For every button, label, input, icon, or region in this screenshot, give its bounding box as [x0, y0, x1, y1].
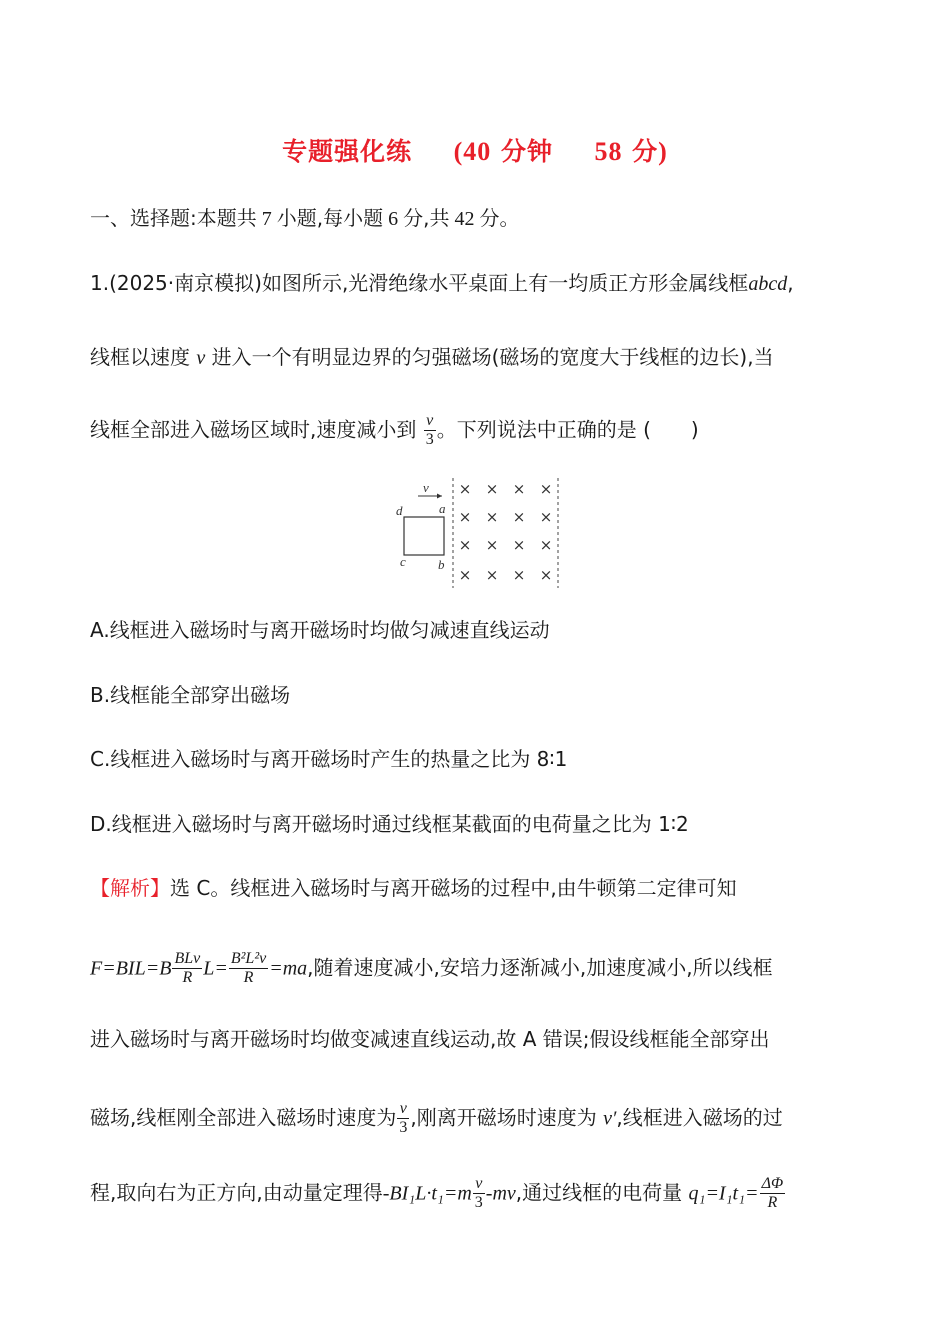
title-minutes-unit: 分钟	[500, 137, 553, 166]
title-text: 专题强化练	[282, 137, 413, 166]
label-b: b	[438, 557, 445, 572]
label-a: a	[439, 501, 446, 516]
title-score: 58	[594, 137, 623, 166]
analysis-line-4: 磁场,线框刚全部进入磁场时速度为 $\frac{v}{3}$ ,刚离开磁场时速度为 v′,线框进入磁场的过	[90, 1100, 783, 1137]
fraction-v-over-3: $\frac{v}{3}$	[425, 412, 434, 449]
field-cross: ×	[485, 480, 499, 498]
page-title	[0, 132, 950, 168]
label-d: d	[396, 503, 403, 518]
analysis-line-5: 程,取向右为正方向,由动量定理得-BI₁L·t₁=m $\frac{v}{3}$ -mv,通过线框的电荷量 q₁=I₁t₁= $\frac{\Delta\Phi}{R}$	[90, 1175, 784, 1212]
field-cross: ×	[512, 566, 526, 584]
question-line-3: 线框全部进入磁场区域时,速度减小到 $\frac{v}{3}$ 。下列说法中正确的是 ( )	[90, 412, 699, 449]
field-cross: ×	[485, 566, 499, 584]
velocity-arrowhead	[437, 494, 442, 499]
field-cross: ×	[539, 536, 553, 554]
analysis-line-3: 进入磁场时与离开磁场时均做变减速直线运动,故 A 错误;假设线框能全部穿出	[90, 1027, 770, 1051]
field-crosses	[459, 480, 553, 584]
field-cross: ×	[539, 566, 553, 584]
analysis-line-1: 【解析】选 C。线框进入磁场时与离开磁场的过程中,由牛顿第二定律可知	[90, 876, 737, 900]
field-cross: ×	[485, 508, 499, 526]
field-cross: ×	[539, 480, 553, 498]
field-cross: ×	[512, 508, 526, 526]
option-d[interactable]: D.线框进入磁场时与离开磁场时通过线框某截面的电荷量之比为 1∶2	[90, 812, 689, 836]
title-paren-close: )	[658, 137, 668, 166]
analysis-tag: 【解析】	[90, 876, 170, 900]
option-a[interactable]: A.线框进入磁场时与离开磁场时均做匀减速直线运动	[90, 618, 550, 642]
field-cross: ×	[458, 480, 472, 498]
field-cross: ×	[512, 480, 526, 498]
field-cross: ×	[458, 536, 472, 554]
field-cross: ×	[458, 508, 472, 526]
option-c[interactable]: C.线框进入磁场时与离开磁场时产生的热量之比为 8∶1	[90, 747, 568, 771]
velocity-label: v	[423, 480, 429, 495]
section-heading: 一、选择题:本题共 7 小题,每小题 6 分,共 42 分。	[90, 206, 520, 230]
field-cross: ×	[458, 566, 472, 584]
title-score-unit: 分	[632, 137, 659, 166]
option-b[interactable]: B.线框能全部穿出磁场	[90, 683, 291, 707]
question-line-2: 线框以速度 v 进入一个有明显边界的匀强磁场(磁场的宽度大于线框的边长),当	[90, 345, 774, 369]
label-c: c	[400, 554, 406, 569]
analysis-line-2: F=BIL=B $\frac{\text{BLv}}{R}$ L= $\frac{\text{B²L²v}}{R}$ =ma,随着速度减小,安培力逐渐减小,加速度减小,所以线框	[90, 950, 773, 987]
field-cross: ×	[485, 536, 499, 554]
field-cross: ×	[512, 536, 526, 554]
field-cross: ×	[539, 508, 553, 526]
square-frame	[404, 517, 444, 555]
question-line-1: 1.(2025·南京模拟)如图所示,光滑绝缘水平桌面上有一均质正方形金属线框abcd,	[90, 271, 794, 295]
title-paren-open: (	[453, 137, 464, 166]
title-minutes: 40	[463, 137, 492, 166]
magnetic-field-figure	[390, 474, 570, 592]
